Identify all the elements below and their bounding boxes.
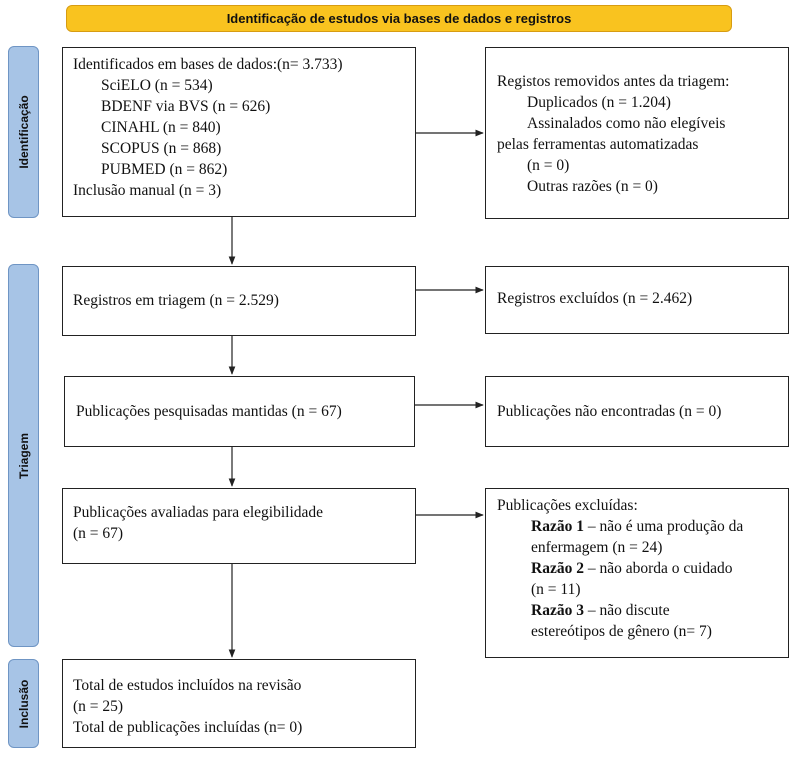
manual-inclusion: Inclusão manual (n = 3) bbox=[73, 182, 222, 199]
not-found-text: Publicações não encontradas (n = 0) bbox=[497, 403, 722, 420]
reasons-title: Publicações excluídas: bbox=[497, 497, 638, 514]
reason-2-label: Razão 2 bbox=[531, 560, 584, 577]
excluded-text: Registros excluídos (n = 2.462) bbox=[497, 290, 693, 307]
included-line3: Total de publicações incluídas (n= 0) bbox=[73, 719, 303, 736]
phase-identification-label: Identificação bbox=[16, 95, 31, 169]
flow-header-title: Identificação de estudos via bases de dados e registros bbox=[226, 11, 572, 26]
phase-inclusion-label: Inclusão bbox=[16, 679, 31, 728]
reason-1-label: Razão 1 bbox=[531, 518, 584, 535]
source-bdenf: BDENF via BVS (n = 626) bbox=[101, 98, 271, 115]
reason-1-cont: enfermagem (n = 24) bbox=[531, 539, 663, 556]
removed-duplicates: Duplicados (n = 1.204) bbox=[527, 94, 671, 111]
removed-title: Registos removidos antes da triagem: bbox=[497, 73, 730, 90]
reason-3-label: Razão 3 bbox=[531, 602, 584, 619]
eligibility-line1: Publicações avaliadas para elegibilidade bbox=[73, 504, 324, 521]
source-pubmed: PUBMED (n = 862) bbox=[101, 161, 228, 178]
reason-2-cont: (n = 11) bbox=[531, 581, 581, 598]
included-line1: Total de estudos incluídos na revisão bbox=[73, 677, 302, 694]
phase-screening-label: Triagem bbox=[16, 432, 31, 479]
included-line2: (n = 25) bbox=[73, 698, 124, 715]
removed-ineligible-line2: pelas ferramentas automatizadas bbox=[497, 136, 699, 153]
source-scopus: SCOPUS (n = 868) bbox=[101, 140, 222, 157]
identified-title: Identificados em bases de dados:(n= 3.733) bbox=[73, 56, 343, 73]
reason-1-text: – não é uma produção da bbox=[583, 518, 744, 535]
source-cinahl: CINAHL (n = 840) bbox=[101, 119, 221, 136]
reason-3-text: – não discute bbox=[583, 602, 670, 619]
removed-other: Outras razões (n = 0) bbox=[527, 178, 658, 195]
removed-ineligible-line3: (n = 0) bbox=[527, 157, 570, 174]
screened-text: Registros em triagem (n = 2.529) bbox=[73, 292, 279, 309]
source-scielo: SciELO (n = 534) bbox=[101, 77, 213, 94]
sought-text: Publicações pesquisadas mantidas (n = 67) bbox=[76, 403, 342, 420]
removed-ineligible-line1: Assinalados como não elegíveis bbox=[527, 115, 726, 132]
reason-3-cont: estereótipos de gênero (n= 7) bbox=[531, 623, 712, 640]
eligibility-line2: (n = 67) bbox=[73, 525, 124, 542]
reason-2-text: – não aborda o cuidado bbox=[583, 560, 733, 577]
